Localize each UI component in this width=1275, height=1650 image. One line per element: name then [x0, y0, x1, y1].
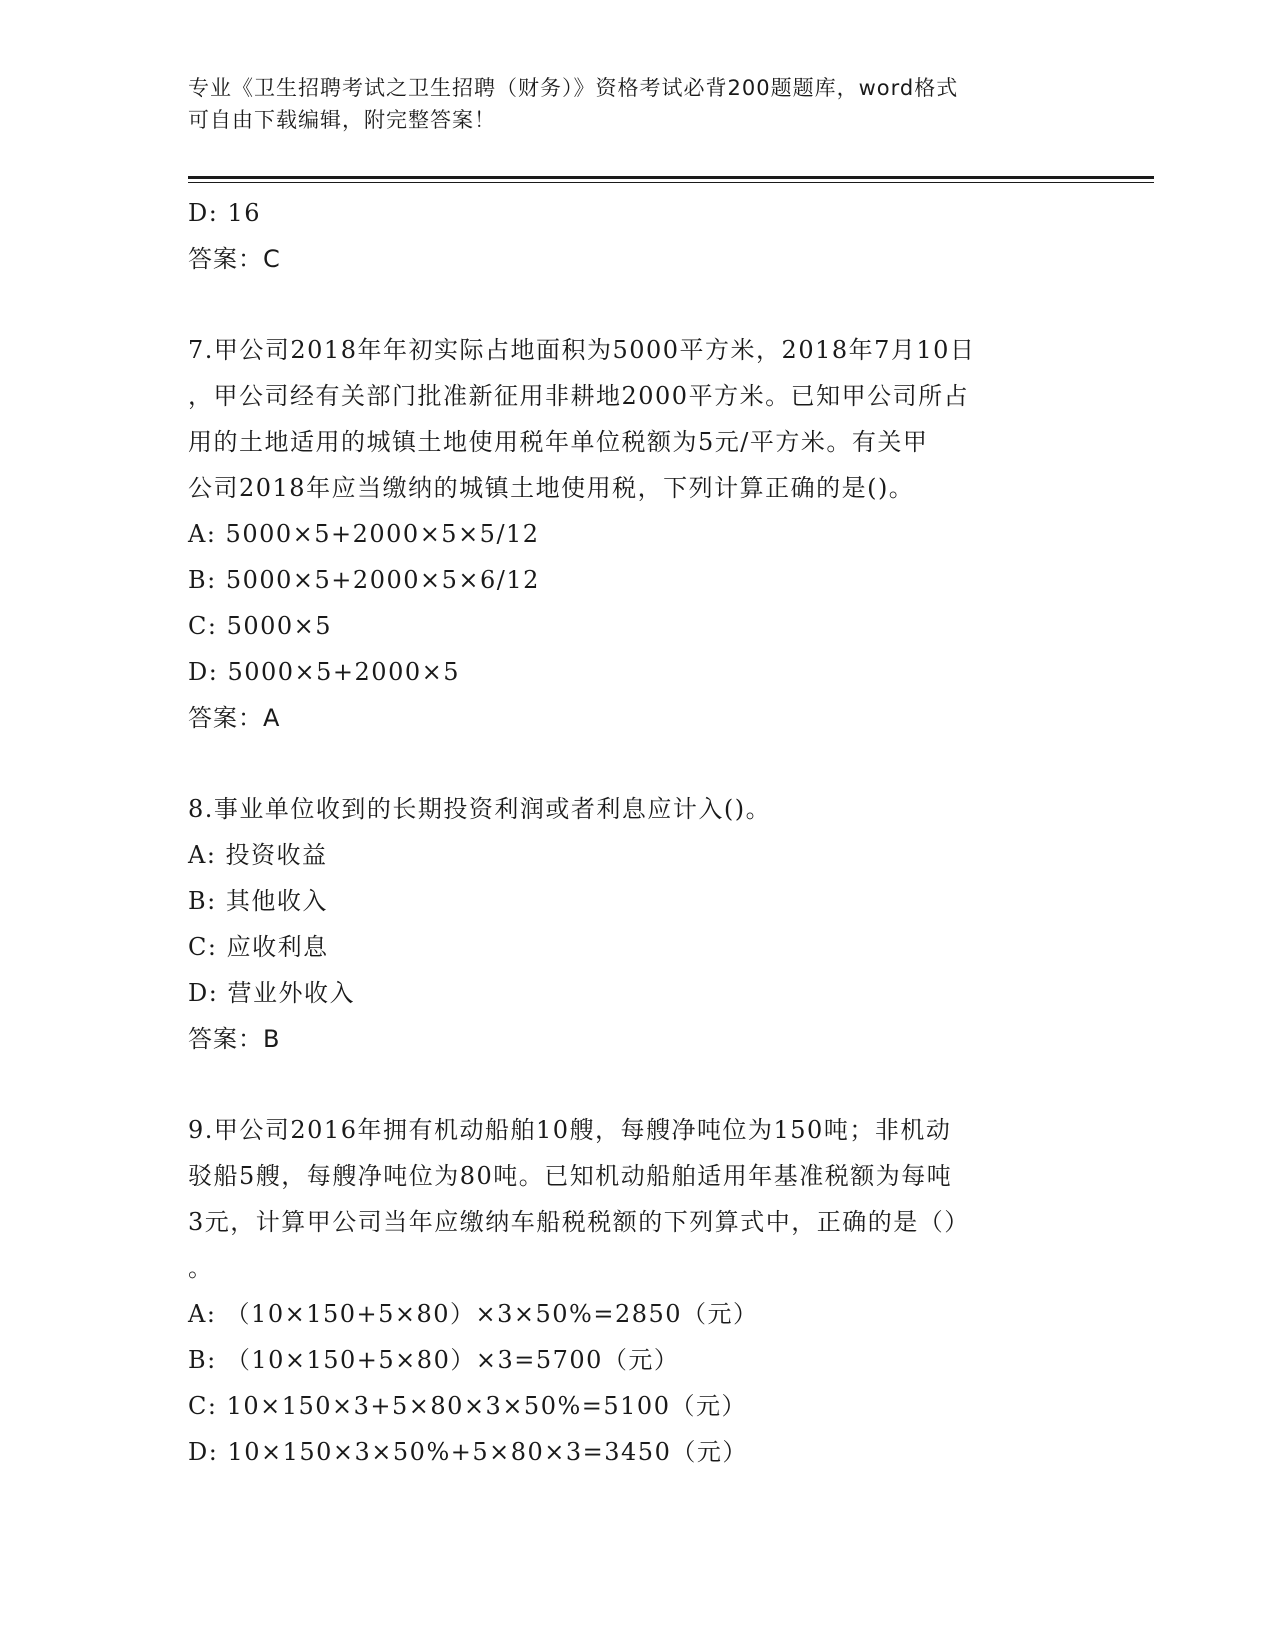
- question-7: [188, 327, 1088, 741]
- header-divider-thin: [188, 182, 1154, 183]
- q7-stem-line: ，甲公司经有关部门批准新征用非耕地2000平方米。已知甲公司所占: [188, 382, 970, 410]
- spacer: [188, 741, 1088, 786]
- page-header: 专业《卫生招聘考试之卫生招聘（财务）》资格考试必背200题题库，word格式 可自由下载编辑，附完整答案！: [188, 76, 959, 132]
- q9-stem-line: 9.甲公司2016年拥有机动船舶10艘，每艘净吨位为150吨；非机动: [188, 1116, 952, 1144]
- question-content: [188, 190, 1088, 1475]
- q9-stem-line: 。: [188, 1254, 214, 1282]
- q9-option-a: A: （10×150+5×80）×3×50%=2850（元）: [188, 1300, 759, 1328]
- q8-option-c: C: 应收利息: [188, 933, 329, 961]
- q9-option-c: C: 10×150×3+5×80×3×50%=5100（元）: [188, 1392, 747, 1420]
- q8-option-b: B: 其他收入: [188, 887, 328, 915]
- q8-option-a: A: 投资收益: [188, 841, 328, 869]
- q7-stem-line: 7.甲公司2018年年初实际占地面积为5000平方米，2018年7月10日: [188, 336, 976, 364]
- header-divider-thick: [188, 176, 1154, 179]
- q7-stem-line: 公司2018年应当缴纳的城镇土地使用税，下列计算正确的是()。: [188, 474, 915, 502]
- question-8: [188, 786, 1088, 1062]
- q7-stem-line: 用的土地适用的城镇土地使用税年单位税额为5元/平方米。有关甲: [188, 428, 929, 456]
- q8-answer: 答案：B: [188, 1025, 281, 1053]
- q7-option-b: B: 5000×5+2000×5×6/12: [188, 566, 540, 594]
- prev-answer: 答案：C: [188, 245, 281, 273]
- spacer: [188, 282, 1088, 327]
- spacer: [188, 1062, 1088, 1107]
- prev-option-d: D: 16: [188, 199, 261, 227]
- q7-option-a: A: 5000×5+2000×5×5/12: [188, 520, 540, 548]
- q7-answer: 答案：A: [188, 704, 281, 732]
- q9-option-b: B: （10×150+5×80）×3=5700（元）: [188, 1346, 680, 1374]
- q9-stem-line: 3元，计算甲公司当年应缴纳车船税税额的下列算式中，正确的是（）: [188, 1208, 970, 1236]
- q8-option-d: D: 营业外收入: [188, 979, 355, 1007]
- q8-stem-line: 8.事业单位收到的长期投资利润或者利息应计入()。: [188, 795, 772, 823]
- q7-option-c: C: 5000×5: [188, 612, 333, 640]
- q7-option-d: D: 5000×5+2000×5: [188, 658, 460, 686]
- question-9: [188, 1107, 1088, 1475]
- q9-stem-line: 驳船5艘，每艘净吨位为80吨。已知机动船舶适用年基准税额为每吨: [188, 1162, 953, 1190]
- q9-option-d: D: 10×150×3×50%+5×80×3=3450（元）: [188, 1438, 748, 1466]
